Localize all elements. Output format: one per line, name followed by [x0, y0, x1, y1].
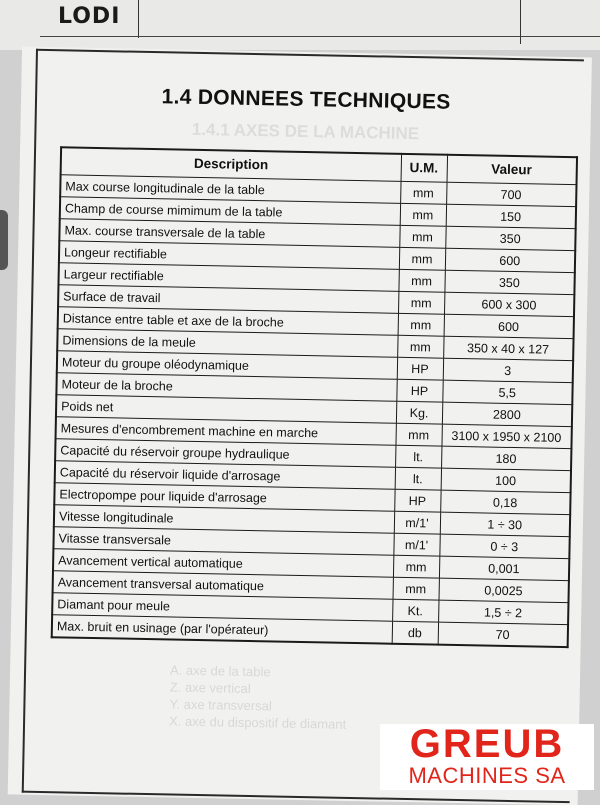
row-value: 0 ÷ 3 — [439, 534, 569, 558]
row-unit: mm — [393, 577, 439, 600]
row-value: 0,0025 — [439, 578, 569, 602]
row-unit: HP — [396, 379, 442, 402]
row-description: Max. course transversale de la table — [59, 219, 399, 248]
show-through-subtitle: 1.4.1 AXES DE LA MACHINE — [191, 119, 420, 144]
row-description: Distance entre table et axe de la broche — [58, 307, 398, 336]
technical-data-table — [51, 146, 578, 648]
note-line: X. axe du dispositif de diamant — [168, 713, 347, 732]
header-description: Description — [61, 147, 401, 181]
note-line: Y. axe transversal — [169, 696, 272, 714]
row-unit: HP — [394, 489, 440, 512]
row-unit: mm — [395, 423, 441, 446]
table-body — [52, 175, 577, 647]
brand-subtitle: MACHINES SA — [408, 763, 566, 788]
row-description: Dimensions de la meule — [57, 329, 397, 358]
row-unit: Kg. — [396, 401, 442, 424]
row-description: Max. bruit en usinage (par l'opérateur) — [52, 615, 392, 644]
row-description: Avancement transversal automatique — [53, 571, 393, 600]
row-description: Largeur rectifiable — [58, 263, 398, 292]
row-value: 5,5 — [442, 380, 572, 404]
row-unit: db — [392, 621, 438, 644]
row-description: Moteur du groupe oléodynamique — [57, 351, 397, 380]
row-unit: Kt. — [392, 599, 438, 622]
divider — [138, 0, 139, 38]
previous-page-strip — [0, 0, 600, 50]
row-value: 2800 — [442, 402, 572, 426]
page-title: 1.4 DONNEES TECHNIQUES — [161, 85, 451, 114]
row-unit: mm — [399, 247, 445, 270]
row-description: Capacité du réservoir groupe hydraulique — [55, 439, 395, 468]
row-description: Vitasse transversale — [53, 527, 393, 556]
row-description: Mesures d'encombrement machine en marche — [56, 417, 396, 446]
row-description: Electropompe pour liquide d'arrosage — [54, 483, 394, 512]
row-description: Champ de course mimimum de la table — [60, 197, 400, 226]
row-value: 1,5 ÷ 2 — [438, 600, 568, 624]
row-unit: lt. — [395, 467, 441, 490]
row-description: Moteur de la broche — [56, 373, 396, 402]
row-value: 350 — [445, 226, 575, 250]
row-unit: m/1' — [393, 533, 439, 556]
row-unit: mm — [400, 181, 446, 204]
row-unit: mm — [397, 335, 443, 358]
divider — [40, 36, 600, 37]
row-unit: HP — [397, 357, 443, 380]
row-value: 1 ÷ 30 — [440, 512, 570, 536]
document-page — [8, 47, 592, 805]
note-line: Z. axe vertical — [169, 679, 251, 697]
row-value: 70 — [438, 622, 568, 647]
row-description: Surface de travail — [58, 285, 398, 314]
row-unit: mm — [393, 555, 439, 578]
row-unit: mm — [398, 313, 444, 336]
row-description: Poids net — [56, 395, 396, 424]
row-description: Vitesse longitudinale — [54, 505, 394, 534]
brand-name: GREUB — [409, 722, 565, 766]
row-value: 0,18 — [440, 490, 570, 514]
row-value: 180 — [441, 446, 571, 470]
greub-watermark — [380, 724, 594, 790]
row-value: 350 — [444, 270, 574, 294]
row-value: 600 — [444, 314, 574, 338]
note-line: A. axe de la table — [169, 662, 271, 680]
row-unit: mm — [398, 269, 444, 292]
row-value: 100 — [441, 468, 571, 492]
row-value: 600 x 300 — [444, 292, 574, 316]
row-description: Diamant pour meule — [52, 593, 392, 622]
row-unit: mm — [398, 291, 444, 314]
row-value: 150 — [446, 204, 576, 228]
row-description: Capacité du réservoir liquide d'arrosage — [55, 461, 395, 490]
row-unit: m/1' — [394, 511, 440, 534]
row-unit: lt. — [395, 445, 441, 468]
header-value: Valeur — [447, 155, 578, 185]
row-unit: mm — [400, 203, 446, 226]
row-description: Max course longitudinale de la table — [60, 175, 400, 204]
binding-shadow — [0, 210, 8, 270]
row-value: 3 — [443, 358, 573, 382]
row-value: 600 — [445, 248, 575, 272]
logo: LODI — [58, 4, 121, 29]
row-value: 3100 x 1950 x 2100 — [441, 424, 571, 448]
row-unit: mm — [399, 225, 445, 248]
divider — [520, 0, 521, 44]
row-description: Longeur rectifiable — [59, 241, 399, 270]
row-value: 700 — [446, 182, 576, 206]
header-um: U.M. — [401, 154, 448, 182]
row-description: Avancement vertical automatique — [53, 549, 393, 578]
row-value: 0,001 — [439, 556, 569, 580]
row-value: 350 x 40 x 127 — [443, 336, 573, 360]
